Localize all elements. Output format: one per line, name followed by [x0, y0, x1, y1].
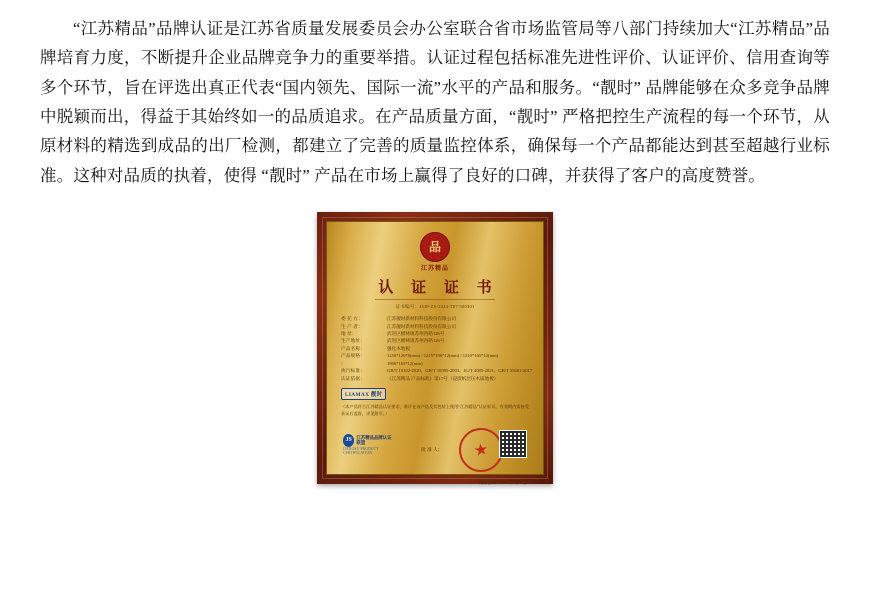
- red-seal-stamp-icon: ★: [456, 425, 506, 475]
- org-name: 江苏精品品牌认证联盟: [356, 434, 392, 446]
- field-key: 执行标准：: [341, 368, 365, 374]
- certificate-field-row: [341, 345, 529, 352]
- certificate-field-row: [341, 352, 529, 359]
- certificate-number: 证书编号：JSJP-ZS-2024-T07-500301: [395, 304, 475, 310]
- field-value: GB/T 18102-2020、GB/T 18995-2003、JG/T 4085-2021、GB/T 35601-2017: [387, 368, 533, 374]
- certificate-title: 认 证 证 书: [378, 280, 499, 297]
- field-value: 1250*126*8(mm) / 1215*196*12(mm) / 1210*165*12(mm): [387, 353, 499, 359]
- certificate-footer: [337, 424, 533, 488]
- org-badge: [343, 434, 395, 447]
- field-key: 产品规格：: [341, 353, 365, 359]
- certificate-field-row: [341, 360, 529, 367]
- signer-label: 批 准 人：: [421, 447, 443, 453]
- field-value: 强化木地板: [387, 345, 410, 351]
- article-body: [0, 0, 870, 190]
- field-key: ：: [341, 360, 346, 366]
- field-key: 产品名称：: [341, 345, 365, 351]
- certificate-figure: [0, 212, 870, 484]
- certificate-brand-label: 江苏精品: [420, 266, 449, 273]
- title-divider: [375, 299, 495, 300]
- certificate-field-row: [341, 337, 529, 344]
- certificate-issue-date: 发证日期：2024年5月20日: [478, 479, 527, 485]
- certificate-field-row: [341, 323, 529, 330]
- field-key: 认证依据：: [341, 375, 365, 381]
- org-logo-icon: JS: [343, 434, 354, 447]
- field-key: 生产地址：: [341, 338, 365, 344]
- certificate-field-row: [341, 330, 529, 337]
- certificate-brand-logo: [341, 388, 533, 400]
- qr-code-icon: [499, 430, 527, 458]
- certificate-field-row: [341, 367, 533, 374]
- field-value: 江苏靓时新材料科技股份有限公司: [387, 323, 456, 329]
- field-key: 生 产 者：: [341, 323, 363, 329]
- field-key: 地 址：: [341, 331, 357, 337]
- org-subtitle: JIANGSU PRODUCT CERTIFICATION: [343, 446, 379, 455]
- certificate-field-row: [341, 375, 529, 382]
- certificate-frame: [317, 212, 553, 484]
- field-key: 委 托 方：: [341, 316, 363, 322]
- certificate-emblem-icon: [420, 232, 450, 262]
- field-value: 武进区横林镇苏州西路126号: [387, 338, 445, 344]
- field-value: 武进区横林镇苏州西路126号: [387, 331, 445, 337]
- issuing-organization: [343, 434, 395, 455]
- field-value: 《江苏精品 产品标准》第17号（浸渍纸层压木质地板）: [387, 375, 499, 381]
- certificate-plate: [326, 221, 544, 485]
- field-value: 1806*165*12(mm): [387, 360, 423, 366]
- certificate-field-row: [341, 315, 529, 322]
- body-paragraph: “江苏精品”品牌认证是江苏省质量发展委员会办公室联合省市场监管局等八部门持续加大“江苏精品”品牌培育力度，不断提升企业品牌竞争力的重要举措。认证过程包括标准先进性评价、认证评价、信用查询等多个环节，旨在评选出真正代表“国内领先、国际一流”水平的产品和服务。“靓时” 品牌能够在众多竞争品牌中脱颖而出，得益于其始终如一的品质追求。在产品质量方面，“靓时” 严格把控生产流程的每一个环节，从原材料的精选到成品的出厂检测，都建立了完善的质量监控体系，确保每一个产品都能达到甚至超越行业标准。这种对品质的执着，使得 “靓时” 产品在市场上赢得了良好的口碑，并获得了客户的高度赞誉。: [40, 19, 830, 185]
- field-value: 江苏靓时新材料科技股份有限公司: [387, 316, 456, 322]
- certificate-note: （本产品符合江苏精品认证要求，准许在该产品及其包装上使用“江苏精品”认证标识。有效期内需接受获证后监督，详见附页。）: [341, 404, 529, 416]
- emblem-seal-text: 品: [420, 232, 450, 262]
- certificate-fields: [341, 315, 533, 382]
- brand-logo-label: LIAMAX 靓时: [341, 388, 386, 400]
